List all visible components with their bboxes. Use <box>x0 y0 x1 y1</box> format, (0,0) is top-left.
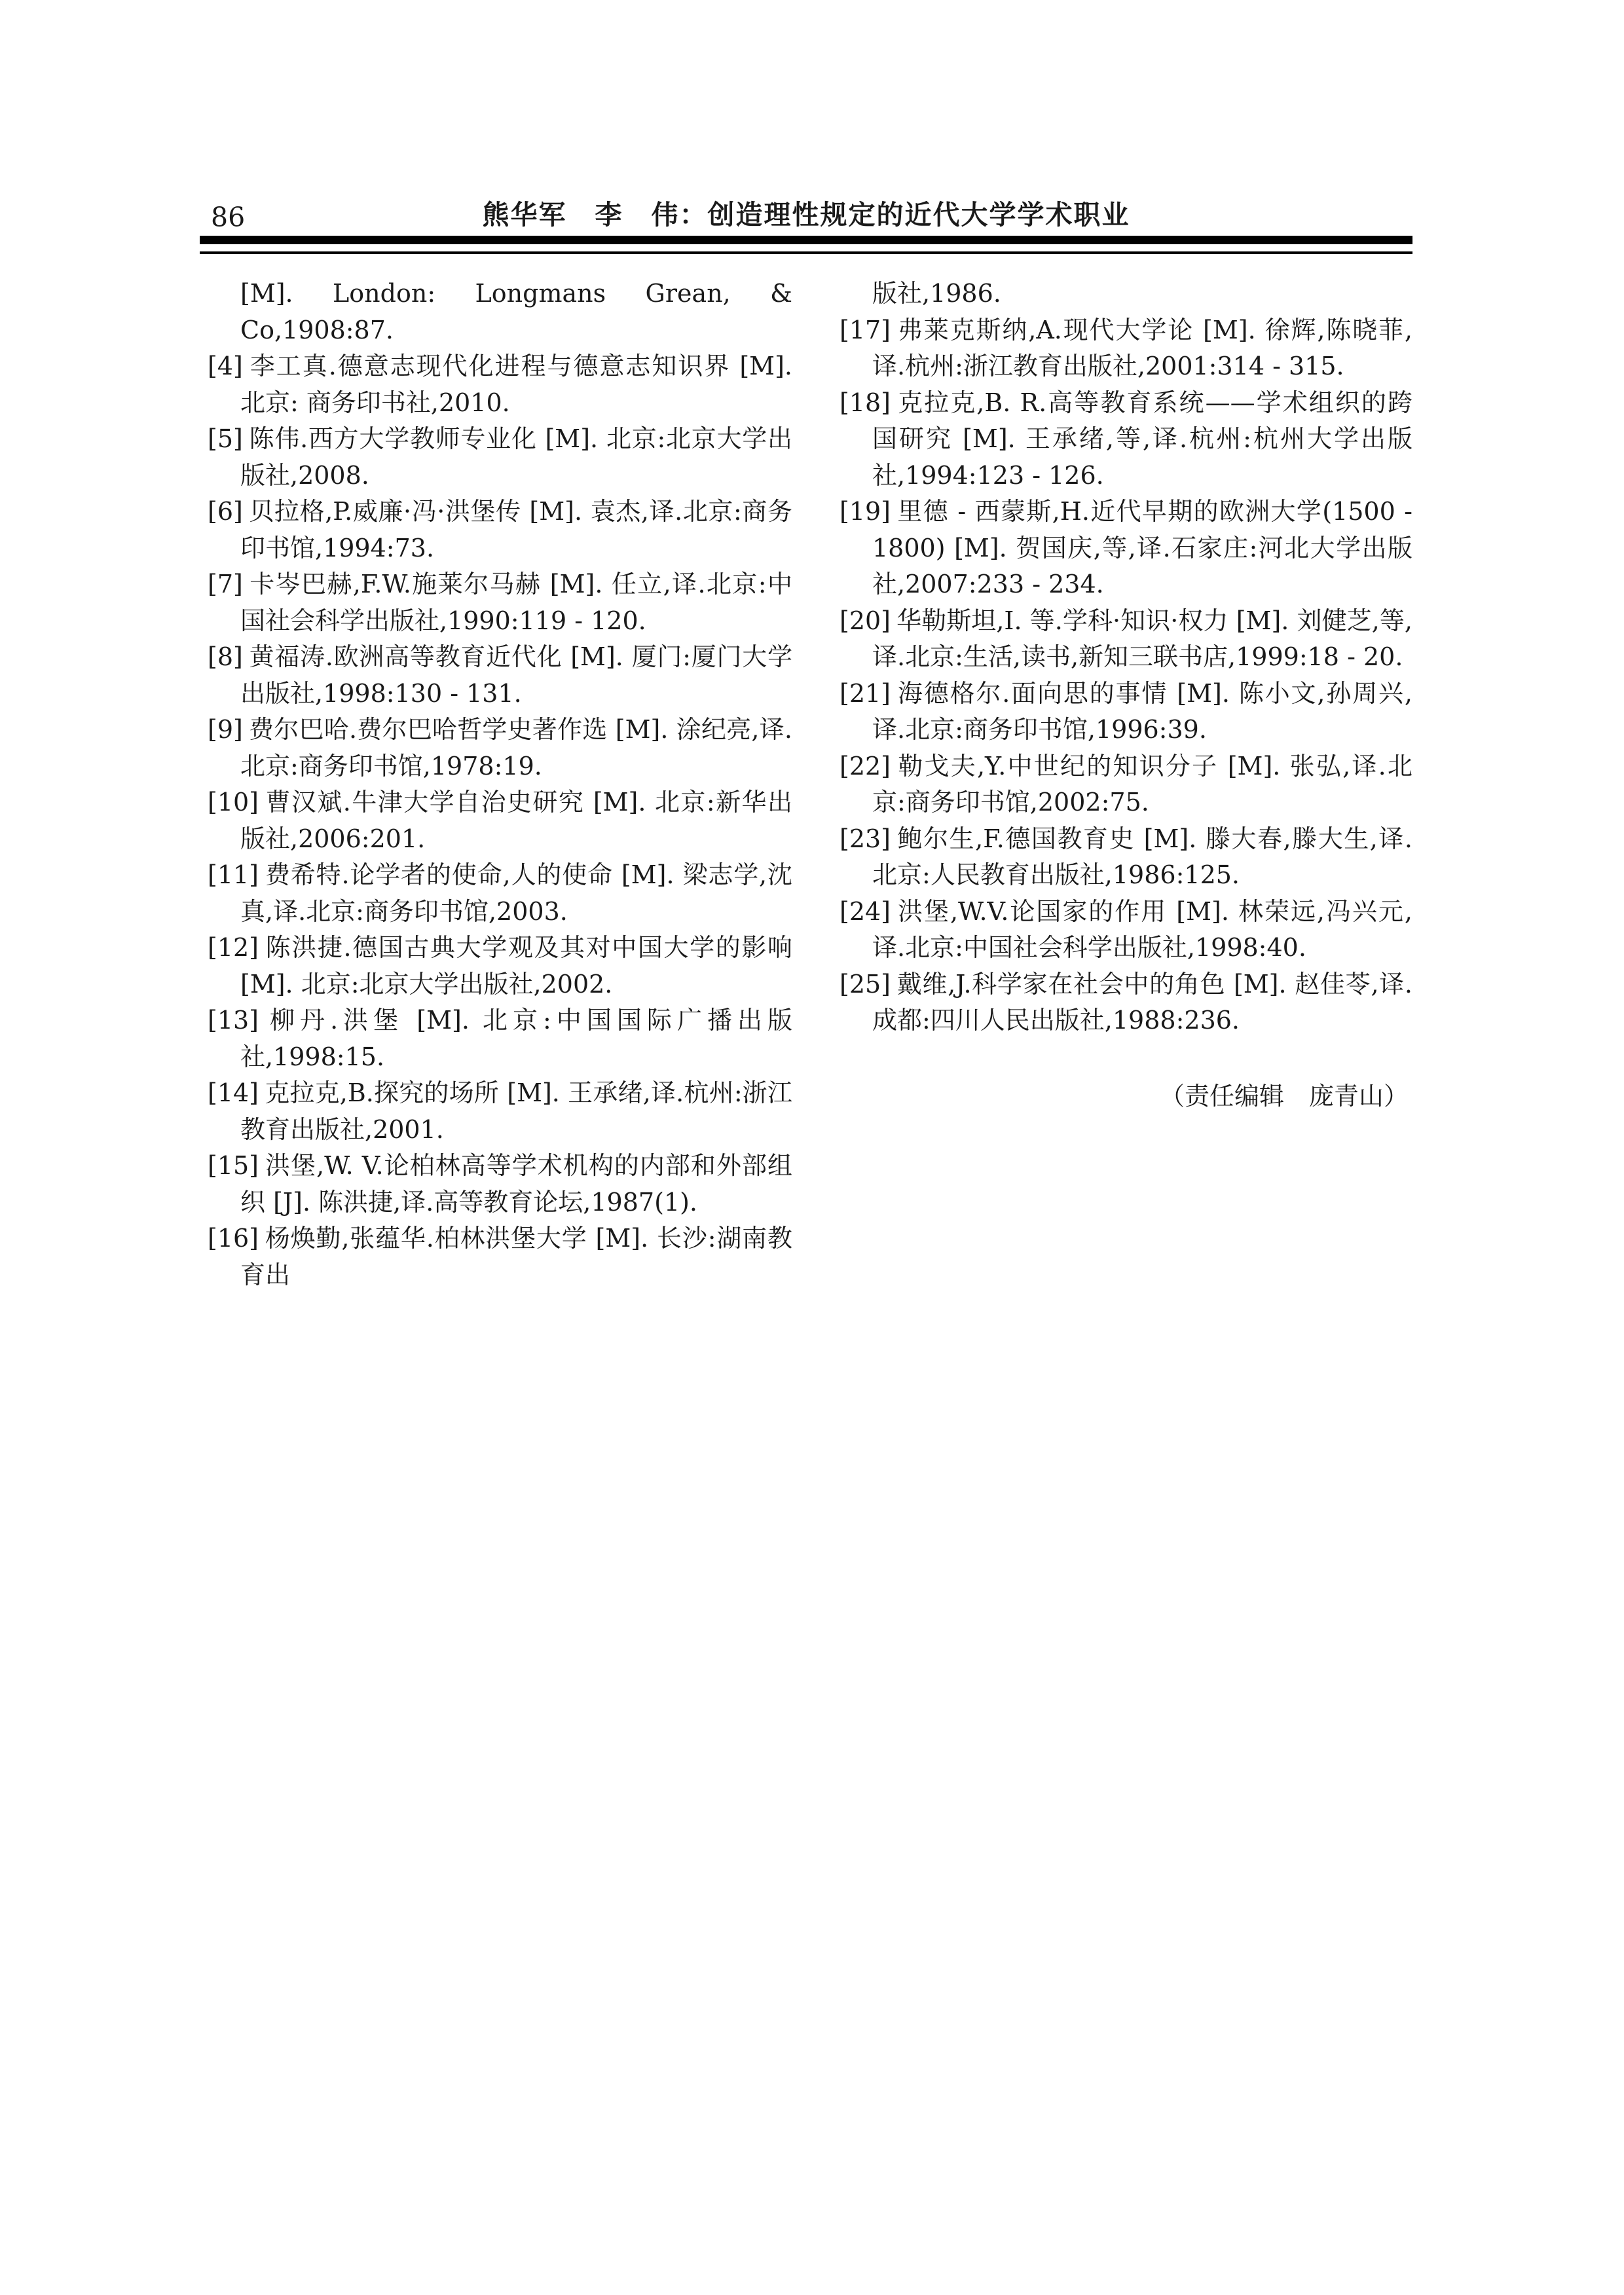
header-rule-thin <box>200 251 1412 254</box>
reference-entry <box>840 748 1412 821</box>
reference-label: [8] <box>208 642 243 671</box>
reference-entry <box>840 966 1412 1039</box>
reference-label: [9] <box>208 715 243 744</box>
reference-label: [6] <box>208 497 243 526</box>
reference-label: [23] <box>840 824 891 853</box>
reference-text: 陈伟.西方大学教师专业化 [M]. 北京:北京大学出版社,2008. <box>240 424 792 490</box>
reference-entry <box>208 1221 792 1293</box>
reference-label: [17] <box>840 315 891 344</box>
page-number: 86 <box>211 202 246 233</box>
reference-text: 费希特.论学者的使命,人的使命 [M]. 梁志学,沈真,译.北京:商务印书馆,2003. <box>240 860 792 926</box>
reference-text: 柳丹.洪堡 [M]. 北京:中国国际广播出版社,1998:15. <box>240 1006 792 1071</box>
reference-label: [22] <box>840 751 891 780</box>
reference-entry <box>840 821 1412 894</box>
reference-entry <box>208 712 792 784</box>
reference-text: 黄福涛.欧洲高等教育近代化 [M]. 厦门:厦门大学出版社,1998:130 - 131. <box>240 642 792 708</box>
reference-entry <box>840 676 1412 748</box>
reference-text: 洪堡,W. V.论柏林高等学术机构的内部和外部组织 [J]. 陈洪捷,译.高等教育论坛,1987(1). <box>240 1151 792 1217</box>
running-title: 熊华军 李 伟：创造理性规定的近代大学学术职业 <box>482 199 1130 230</box>
references-column-left <box>208 276 792 1293</box>
reference-text: 克拉克,B. R.高等教育系统——学术组织的跨国研究 [M]. 王承绪,等,译.杭州:杭州大学出版社,1994:123 - 126. <box>872 388 1412 490</box>
reference-entry <box>208 1148 792 1221</box>
reference-entry <box>208 784 792 857</box>
reference-entry <box>208 566 792 639</box>
reference-text: 戴维,J.科学家在社会中的角色 [M]. 赵佳苓,译.成都:四川人民出版社,1988:236. <box>872 969 1412 1035</box>
reference-entry <box>208 639 792 712</box>
reference-label: [20] <box>840 606 891 635</box>
reference-text: 华勒斯坦,I. 等.学科·知识·权力 [M]. 刘健芝,等,译.北京:生活,读书,新知三联书店,1999:18 - 20. <box>872 606 1412 671</box>
reference-label: [12] <box>208 933 259 962</box>
reference-label: [4] <box>208 352 243 380</box>
reference-text: 里德 - 西蒙斯,H.近代早期的欧洲大学(1500 - 1800) [M]. 贺国庆,等,译.石家庄:河北大学出版社,2007:233 - 234. <box>872 497 1412 598</box>
reference-entry <box>840 894 1412 966</box>
reference-text: 杨焕勤,张蕴华.柏林洪堡大学 [M]. 长沙:湖南教育出 <box>240 1224 792 1289</box>
reference-label: [15] <box>208 1151 259 1180</box>
reference-entry <box>840 494 1412 603</box>
reference-text: 费尔巴哈.费尔巴哈哲学史著作选 [M]. 涂纪亮,译.北京:商务印书馆,1978:19. <box>240 715 792 780</box>
reference-label: [10] <box>208 788 259 817</box>
reference-entry <box>840 603 1412 676</box>
reference-text: 卡岑巴赫,F.W.施莱尔马赫 [M]. 任立,译.北京:中国社会科学出版社,1990:119 - 120. <box>240 570 792 635</box>
reference-entry <box>208 421 792 494</box>
reference-text: 曹汉斌.牛津大学自治史研究 [M]. 北京:新华出版社,2006:201. <box>240 788 792 853</box>
reference-text: 陈洪捷.德国古典大学观及其对中国大学的影响 [M]. 北京:北京大学出版社,2002. <box>240 933 792 999</box>
reference-text: 版社,1986. <box>872 279 1001 308</box>
reference-text: 洪堡,W.V.论国家的作用 [M]. 林荣远,冯兴元,译.北京:中国社会科学出版社,1998:40. <box>872 896 1412 962</box>
reference-label: [16] <box>208 1224 259 1253</box>
reference-text: 鲍尔生,F.德国教育史 [M]. 滕大春,滕大生,译.北京:人民教育出版社,1986:125. <box>872 824 1412 889</box>
reference-label: [25] <box>840 969 891 999</box>
reference-text: 海德格尔.面向思的事情 [M]. 陈小文,孙周兴,译.北京:商务印书馆,1996:39. <box>872 678 1412 744</box>
reference-label: [7] <box>208 570 243 598</box>
reference-entry <box>208 1075 792 1148</box>
reference-label: [5] <box>208 424 243 453</box>
reference-label: [13] <box>208 1006 259 1035</box>
reference-text: 贝拉格,P.威廉·冯·洪堡传 [M]. 袁杰,译.北京:商务印书馆,1994:73. <box>240 497 792 562</box>
reference-label: [24] <box>840 896 891 926</box>
reference-entry <box>208 1002 792 1075</box>
header-rule-thick <box>200 236 1412 244</box>
reference-entry <box>208 857 792 930</box>
reference-text: 勒戈夫,Y.中世纪的知识分子 [M]. 张弘,译.北京:商务印书馆,2002:75. <box>872 751 1412 817</box>
reference-continuation <box>208 276 792 348</box>
references-column-right <box>840 276 1412 1293</box>
reference-label: [14] <box>208 1078 259 1107</box>
reference-text: 克拉克,B.探究的场所 [M]. 王承绪,译.杭州:浙江教育出版社,2001. <box>240 1078 792 1144</box>
reference-text: 李工真.德意志现代化进程与德意志知识界 [M]. 北京: 商务印书社,2010. <box>240 352 792 417</box>
reference-entry <box>208 930 792 1002</box>
reference-continuation <box>840 276 1412 312</box>
reference-label: [11] <box>208 860 259 889</box>
reference-entry <box>840 312 1412 385</box>
reference-entry <box>840 385 1412 494</box>
reference-label: [19] <box>840 497 891 526</box>
reference-label: [21] <box>840 678 891 708</box>
reference-text: [M]. London: Longmans Grean, & Co,1908:87. <box>240 279 792 344</box>
reference-entry <box>208 494 792 566</box>
reference-entry <box>208 348 792 421</box>
references-section <box>208 276 1412 1293</box>
reference-text: 弗莱克斯纳,A.现代大学论 [M]. 徐辉,陈晓菲,译.杭州:浙江教育出版社,2001:314 - 315. <box>872 315 1412 380</box>
editor-note: （责任编辑 庞青山） <box>1159 1081 1409 1111</box>
reference-label: [18] <box>840 388 891 417</box>
